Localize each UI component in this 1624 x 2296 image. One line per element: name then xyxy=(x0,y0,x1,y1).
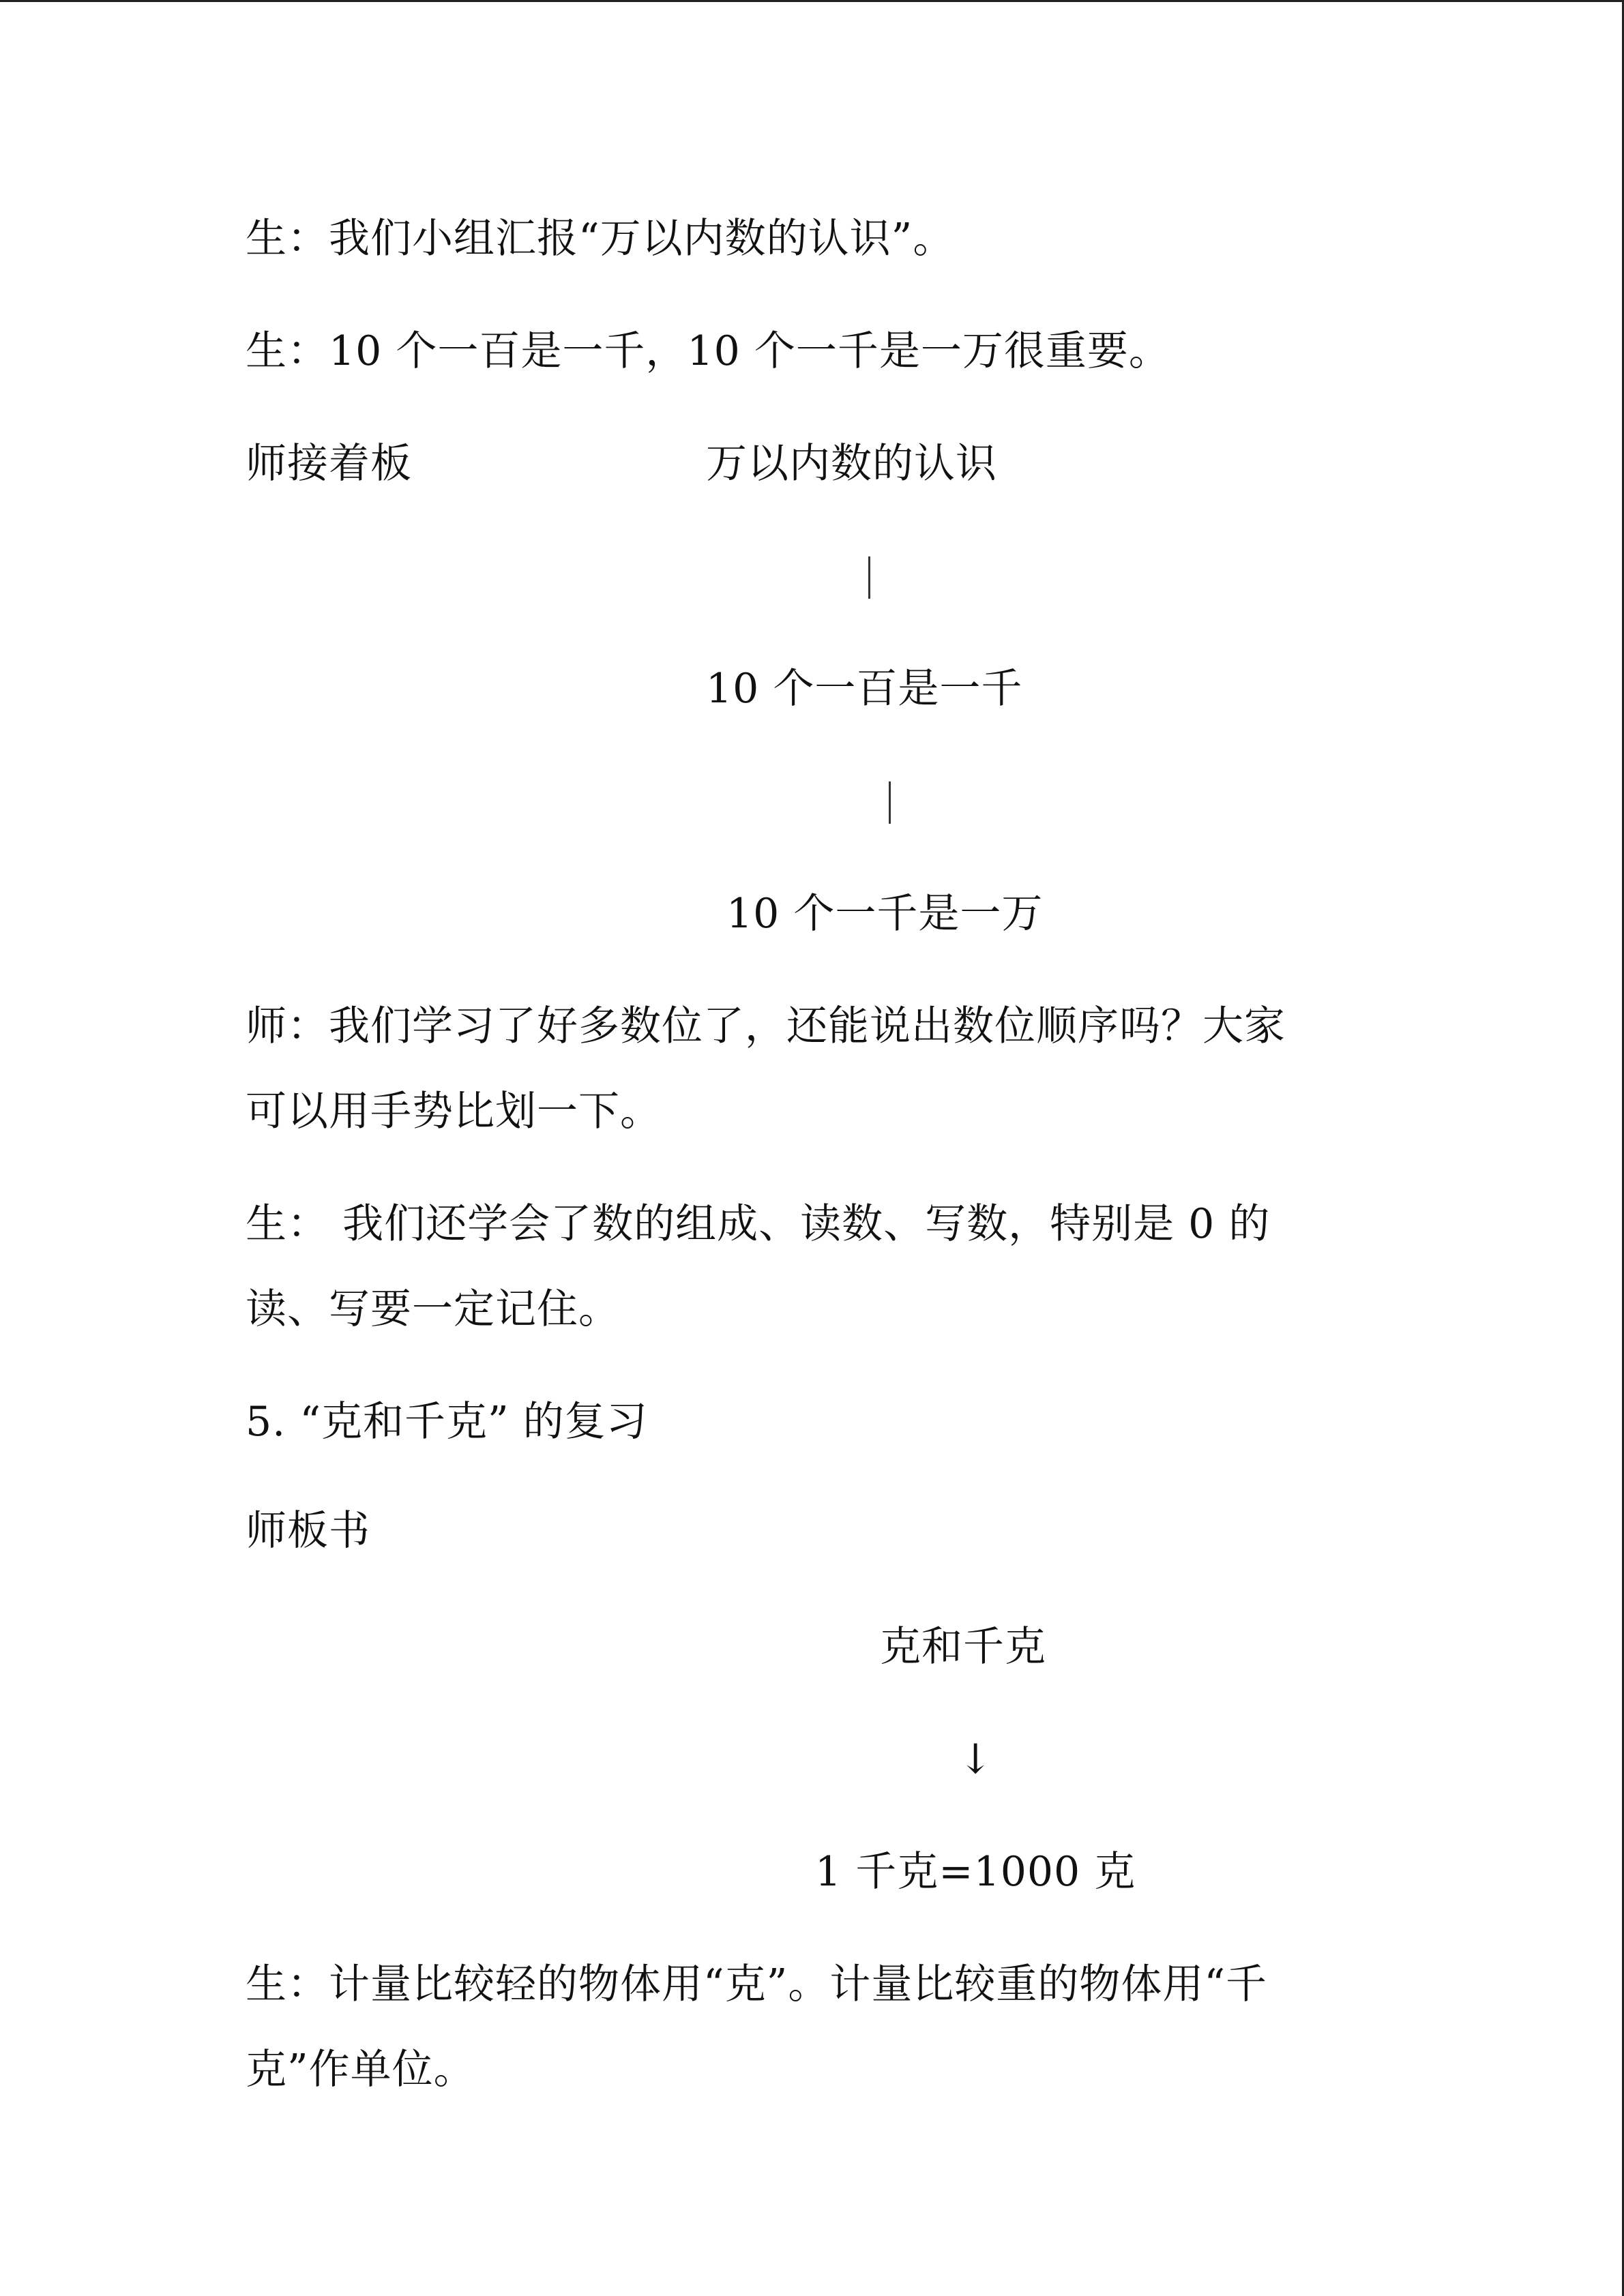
student-summary-line-2: 克”作单位。 xyxy=(246,2046,475,2093)
teacher-question-line-1: 师：我们学习了好多数位了，还能说出数位顺序吗？大家 xyxy=(246,1002,1286,1050)
student-statement-line: 生：10 个一百是一千，10 个一千是一万很重要。 xyxy=(246,327,1170,375)
board-connector-2 xyxy=(889,781,891,824)
student-answer-line-1: 生： 我们还学会了数的组成、读数、写数，特别是 0 的 xyxy=(246,1200,1271,1248)
board-item-wan: 10 个一千是一万 xyxy=(726,890,1044,938)
board-item-kg-equation: 1 千克=1000 克 xyxy=(815,1848,1136,1896)
board-item-qian: 10 个一百是一千 xyxy=(706,665,1023,713)
page-top-border xyxy=(0,0,1624,2)
teacher-question-line-2: 可以用手势比划一下。 xyxy=(246,1088,662,1135)
down-arrow-icon: ↓ xyxy=(958,1735,994,1783)
section-heading-5: 5. “克和千克” 的复习 xyxy=(246,1398,648,1446)
student-summary-line-1: 生：计量比较轻的物体用“克”。计量比较重的物体用“千 xyxy=(246,1960,1268,2008)
board-title-kg: 克和千克 xyxy=(880,1623,1046,1671)
student-answer-line-2: 读、写要一定记住。 xyxy=(246,1285,620,1333)
teacher-board-writing-label: 师板书 xyxy=(246,1507,370,1555)
student-report-line: 生：我们小组汇报“万以内数的认识”。 xyxy=(246,215,955,263)
board-connector-1 xyxy=(868,556,870,599)
board-title-wan: 万以内数的认识 xyxy=(706,440,997,488)
teacher-board-label: 师接着板 xyxy=(246,440,412,488)
